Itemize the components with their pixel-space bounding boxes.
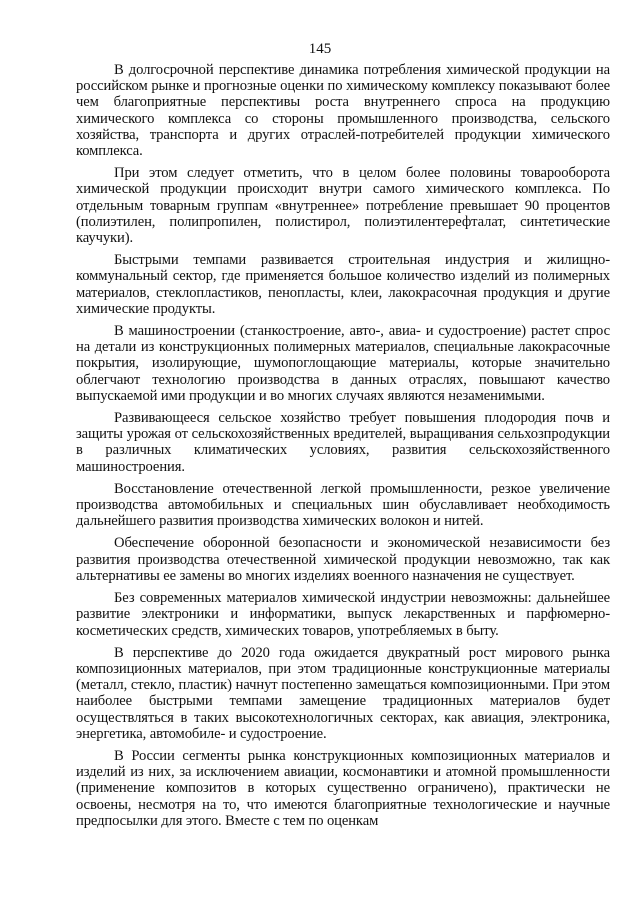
paragraph-2: При этом следует отметить, что в целом более половины товарооборота химической продукции происходит внутри самого химического комплекса. По отдельным товарным группам «внутреннее» потребление превышает 90 процентов (полиэтилен, полипропилен, полистирол, полиэтилентерефталат, синтетические каучуки).: [76, 165, 610, 247]
page-body: [76, 62, 610, 835]
paragraph-5: Развивающееся сельское хозяйство требует повышения плодородия почв и защиты урожая от сельскохозяйственных вредителей, выращивания сельхозпродукции в различных климатических условиях, развития сельскохозяйственного машиностроения.: [76, 410, 610, 475]
paragraph-10: В России сегменты рынка конструкционных композиционных материалов и изделий из них, за исключением авиации, космонавтики и атомной промышленности (применение композитов в которых существенно ограничено), практически не освоены, несмотря на то, что имеются благоприятные технологические и научные предпосылки для этого. Вместе с тем по оценкам: [76, 747, 610, 829]
paragraph-7: Обеспечение оборонной безопасности и экономической независимости без развития производства отечественной химической продукции невозможно, так как альтернативы ее замены во многих изделиях военного назначения не существует.: [76, 535, 610, 584]
paragraph-9: В перспективе до 2020 года ожидается двукратный рост мирового рынка композиционных материалов, при этом традиционные конструкционные материалы (металл, стекло, пластик) начнут постепенно замещаться композиционными. При этом наиболее быстрыми темпами замещение традиционных материалов будет осуществляться в таких высокотехнологичных секторах, как авиация, электроника, энергетика, автомобиле- и судостроение.: [76, 644, 610, 742]
paragraph-6: Восстановление отечественной легкой промышленности, резкое увеличение производства автомобильных и специальных шин обуславливает необходимость дальнейшего развития производства химических волокон и нитей.: [76, 480, 610, 530]
paragraph-4: В машиностроении (станкостроение, авто-, авиа- и судостроение) растет спрос на детали из конструкционных полимерных материалов, специальные лакокрасочные покрытия, изолирующие, шумопоглощающие материалы, которые значительно облегчают технологию производства в данных отраслях, повышают качество выпускаемой ими продукции и во многих случаях являются незаменимыми.: [76, 323, 610, 404]
page-number: 145: [308, 41, 332, 57]
paragraph-1: В долгосрочной перспективе динамика потребления химической продукции на российском рынке и прогнозные оценки по химическому комплексу показывают более чем благоприятные перспективы роста внутреннего спроса на продукцию химического комплекса со стороны промышленного производства, сельского хозяйства, транспорта и других отраслей-потребителей продукции химического комплекса.: [76, 62, 610, 160]
paragraph-8: Без современных материалов химической индустрии невозможны: дальнейшее развитие электроники и информатики, выпуск лекарственных и парфюмерно-косметических средств, химических товаров, употребляемых в быту.: [76, 590, 610, 639]
paragraph-3: Быстрыми темпами развивается строительная индустрия и жилищно-коммунальный сектор, где применяется большое количество изделий из полимерных материалов, стеклопластиков, пенопласты, клеи, лакокрасочная продукция и другие химические продукты.: [76, 252, 610, 317]
